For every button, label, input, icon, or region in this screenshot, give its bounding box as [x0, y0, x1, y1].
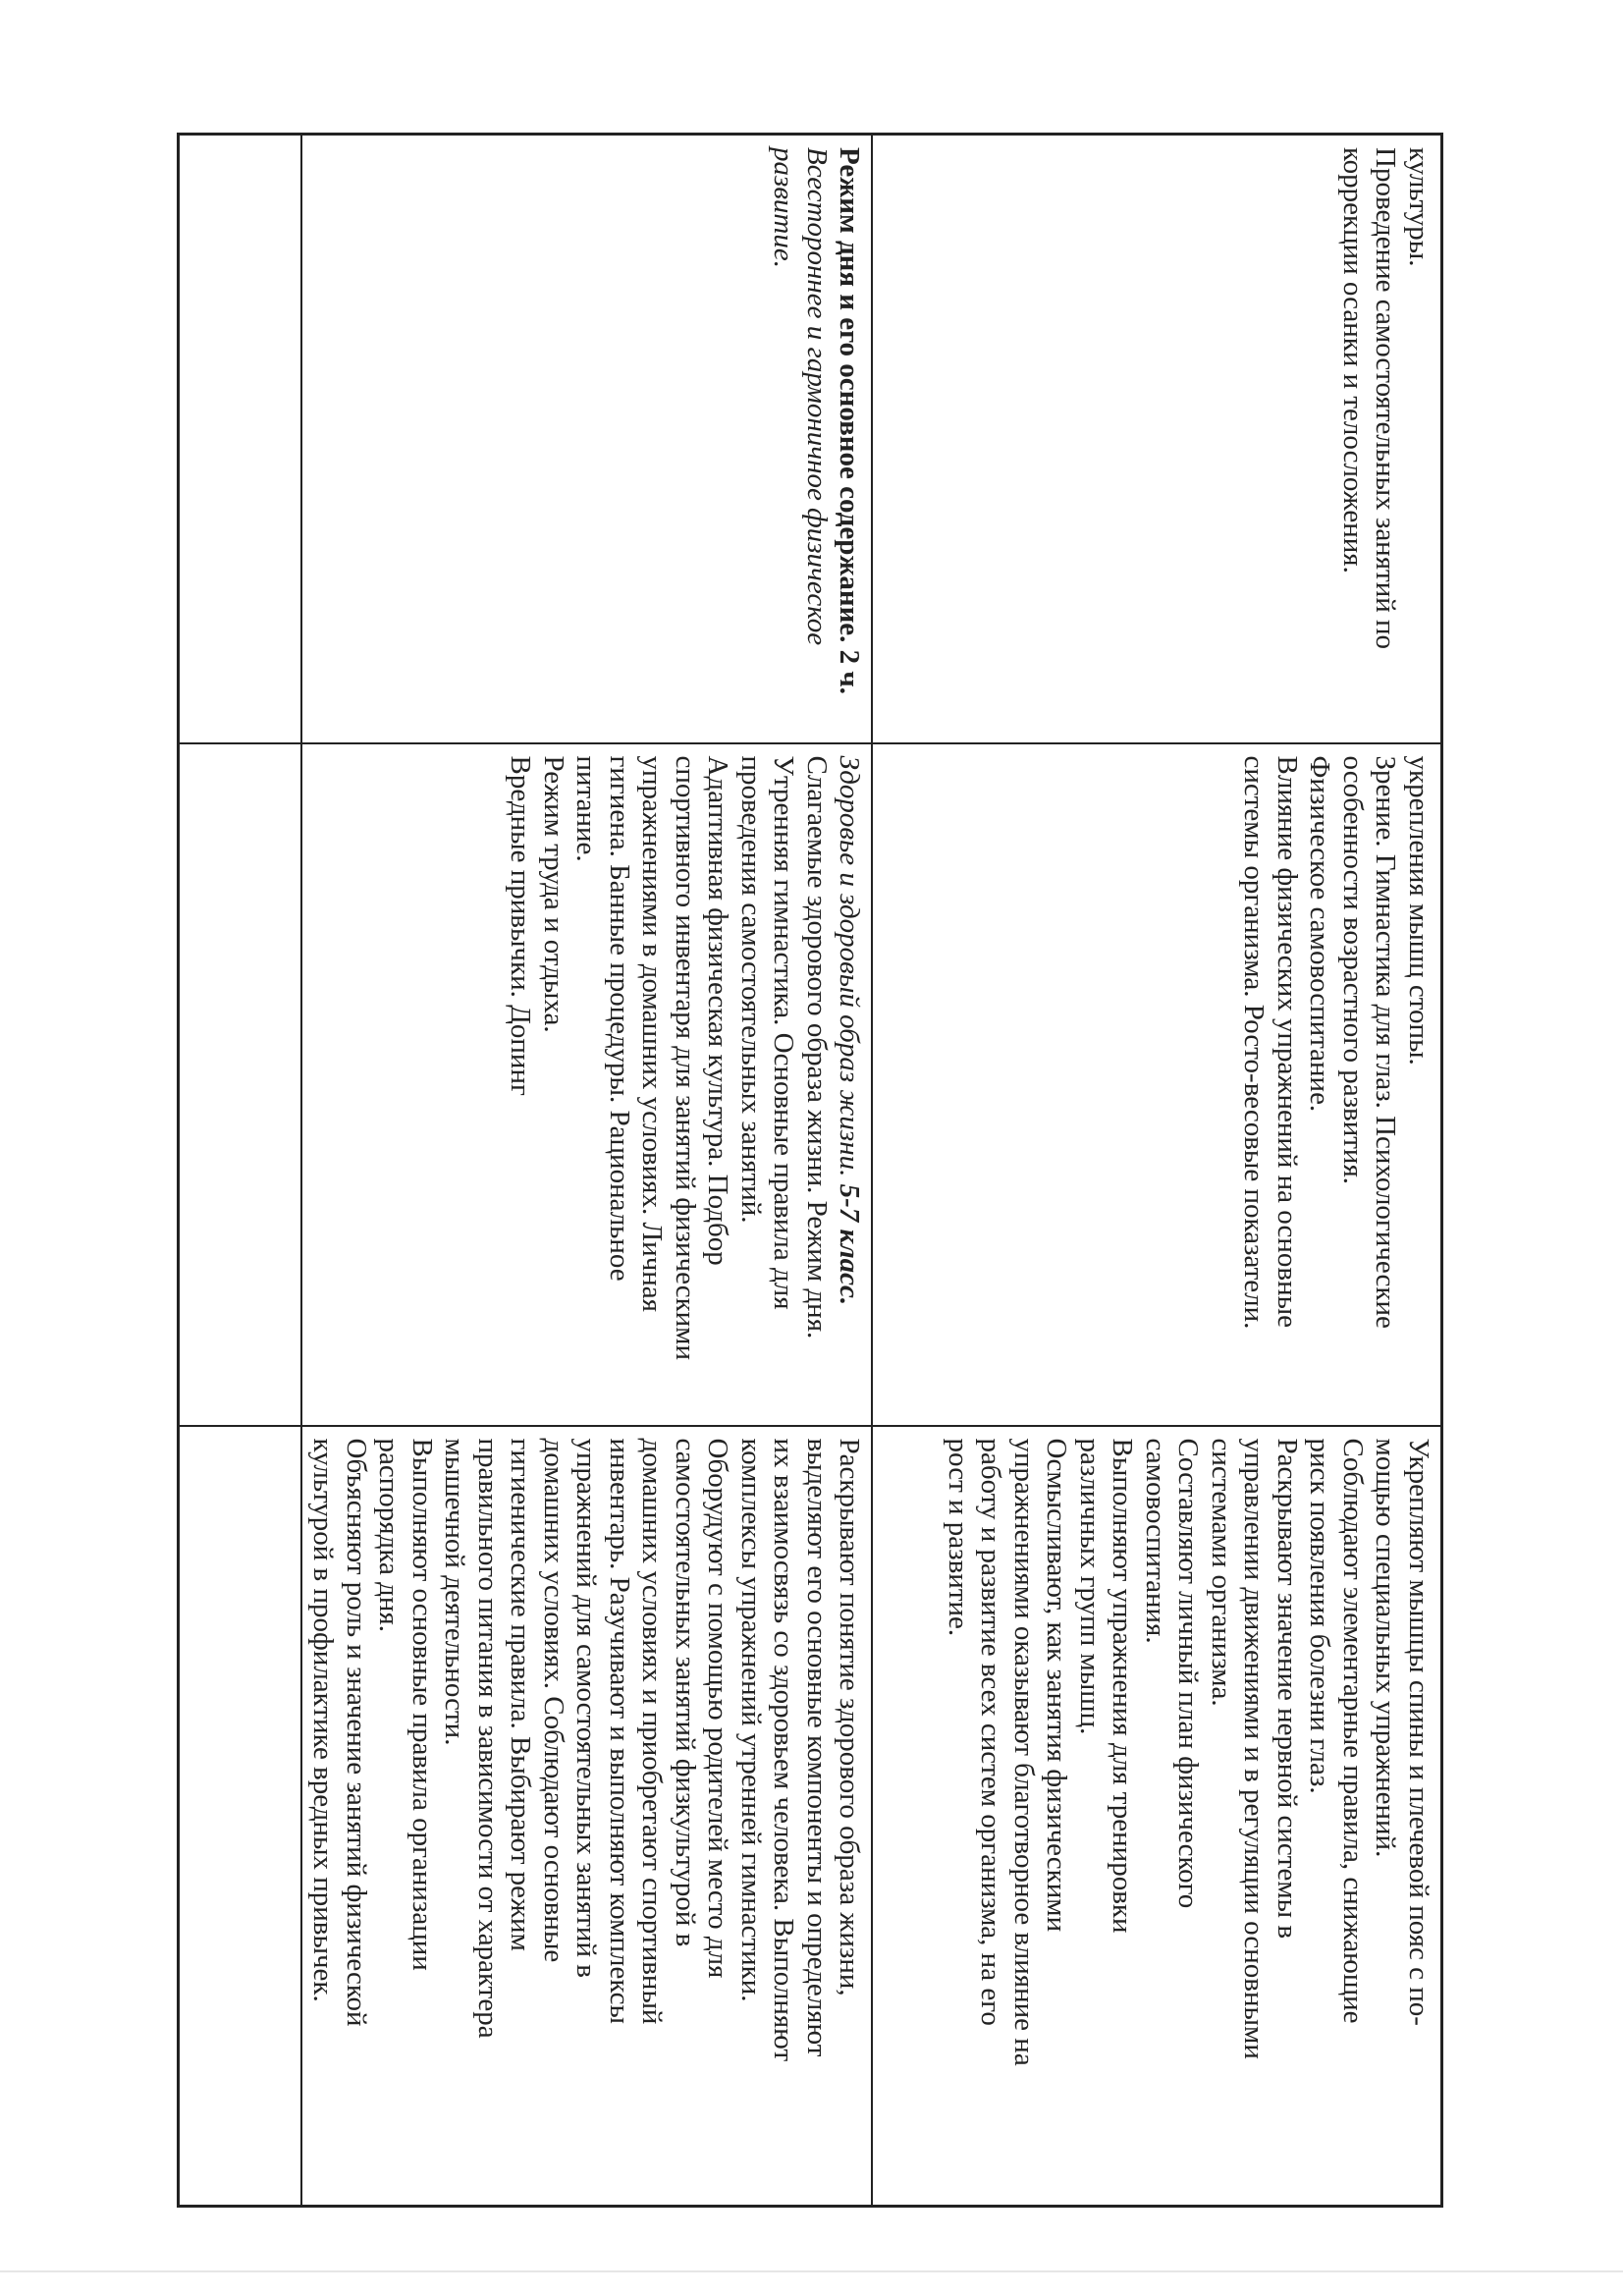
text-line: гигиенические правила. Выбирают режим	[505, 1438, 537, 1951]
text-line: работу и развитие всех систем организма, на его	[975, 1438, 1007, 2026]
text-line: Вредные привычки. Допинг	[505, 755, 537, 1096]
text-line: упражнениями в домашних условиях. Личная	[636, 755, 669, 1313]
text-line: самовоспитания.	[1140, 1438, 1171, 1644]
text-line: культуры.	[1403, 147, 1434, 267]
text-line: Выполняют упражнения для тренировки	[1107, 1438, 1139, 1934]
text-line: инвентарь. Разучивают и выполняют комплексы	[604, 1438, 635, 2025]
text-line: различных групп мышц.	[1074, 1438, 1106, 1735]
text-line: укрепления мышц стопы.	[1403, 755, 1434, 1066]
content-heading	[833, 756, 866, 1415]
table-row	[179, 135, 301, 2207]
text-line: гигиена. Банные процедуры. Рациональное	[604, 755, 635, 1282]
text-line: Выполняют основные правила организации	[406, 1438, 438, 1971]
text-line: Физическое самовоспитание.	[1304, 755, 1336, 1113]
text-line: культурой в профилактике вредных привычек.	[307, 1438, 340, 2002]
table-row	[301, 135, 873, 2207]
text-line: проведения самостоятельных занятий.	[735, 755, 767, 1224]
text-line: риск появления болезни глаз.	[1304, 1438, 1336, 1794]
cell-empty	[179, 743, 301, 1426]
text-line: правильного питания в зависимости от характера	[472, 1438, 504, 2039]
text-line: комплексы упражнений утренней гимнастики.	[735, 1438, 767, 2002]
text-line: мощью специальных упражнений.	[1370, 1438, 1402, 1858]
scan-edge-line	[0, 2270, 1623, 2272]
text-line: упражнениями оказывают благотворное влияние на	[1008, 1438, 1040, 2066]
content-heading-text: Здоровье и здоровый образ жизни.	[834, 755, 866, 1177]
text-line: распорядка дня.	[373, 1438, 406, 1632]
text-line: Раскрывают значение нервной системы в	[1271, 1438, 1303, 1940]
text-line: системы организма. Росто-весовые показатели.	[1238, 755, 1271, 1330]
cell-empty	[179, 135, 301, 743]
grade-label: 5-7 класс.	[834, 1176, 866, 1306]
text-line: домашних условиях. Соблюдают основные	[538, 1438, 569, 1963]
cell-activities	[873, 1426, 1442, 2207]
text-line: Укрепляют мышцы спины и плечевой пояс с по-	[1403, 1438, 1434, 2026]
curriculum-table	[178, 133, 1444, 2208]
section-heading: Режим дня и его основное содержание. 2 ч.	[834, 147, 866, 695]
text-line: Влияние физических упражнений на основные	[1271, 755, 1303, 1328]
text-line: мышечной деятельности.	[439, 1438, 471, 1746]
cell-activities	[301, 1426, 873, 2207]
text-line: коррекции осанки и телосложения.	[1337, 147, 1369, 574]
table-row	[873, 135, 1442, 2207]
cell-topic	[873, 135, 1442, 743]
text-line: Соблюдают элементарные правила, снижающие	[1337, 1438, 1369, 2024]
text-line: Адаптивная физическая культура. Подбор	[702, 755, 734, 1266]
text-line: особенности возрастного развития.	[1337, 755, 1369, 1185]
cell-topic	[301, 135, 873, 743]
text-line: Режим труда и отдыха.	[538, 755, 569, 1033]
text-line: управлении движениями и в регуляции основными	[1238, 1438, 1271, 2059]
text-line: Утренняя гимнастика. Основные правила для	[768, 755, 800, 1310]
text-line: Оборудуют с помощью родителей место для	[702, 1438, 734, 1979]
cell-content	[873, 743, 1442, 1426]
cell-empty	[179, 1426, 301, 2207]
text-line: рост и развитие.	[943, 1438, 974, 1637]
text-line: выделяют его основные компоненты и определяют	[801, 1438, 833, 2057]
text-line: домашних условиях и приобретают спортивный	[636, 1438, 669, 2025]
text-line: самостоятельных занятий физкультурой в	[670, 1438, 701, 1947]
text-line: системами организма.	[1206, 1438, 1237, 1707]
section-subheading: развитие.	[768, 147, 800, 268]
text-line: упражнений для самостоятельных занятий в	[570, 1438, 603, 1978]
text-line: их взаимосвязь со здоровьем человека. Выполняют	[768, 1438, 800, 2062]
text-line: Осмысливают, как занятия физическими	[1041, 1438, 1073, 1933]
text-line: питание.	[570, 755, 603, 862]
text-line: Составляют личный план физического	[1172, 1438, 1205, 1909]
text-line: Объясняют роль и значение занятий физической	[341, 1438, 372, 2027]
text-line: Проведение самостоятельных занятий по	[1370, 147, 1402, 650]
text-line: Раскрывают понятие здорового образа жизни,	[834, 1438, 866, 1996]
rotated-page	[307, 133, 1443, 2205]
cell-content	[301, 743, 873, 1426]
text-line: спортивного инвентаря для занятий физическими	[670, 755, 701, 1361]
section-subheading: Всестороннее и гармоничное физическое	[801, 147, 833, 646]
text-line: Зрение. Гимнастика для глаз. Психологические	[1370, 755, 1402, 1329]
text-line: Слагаемые здорового образа жизни. Режим дня.	[801, 755, 833, 1339]
